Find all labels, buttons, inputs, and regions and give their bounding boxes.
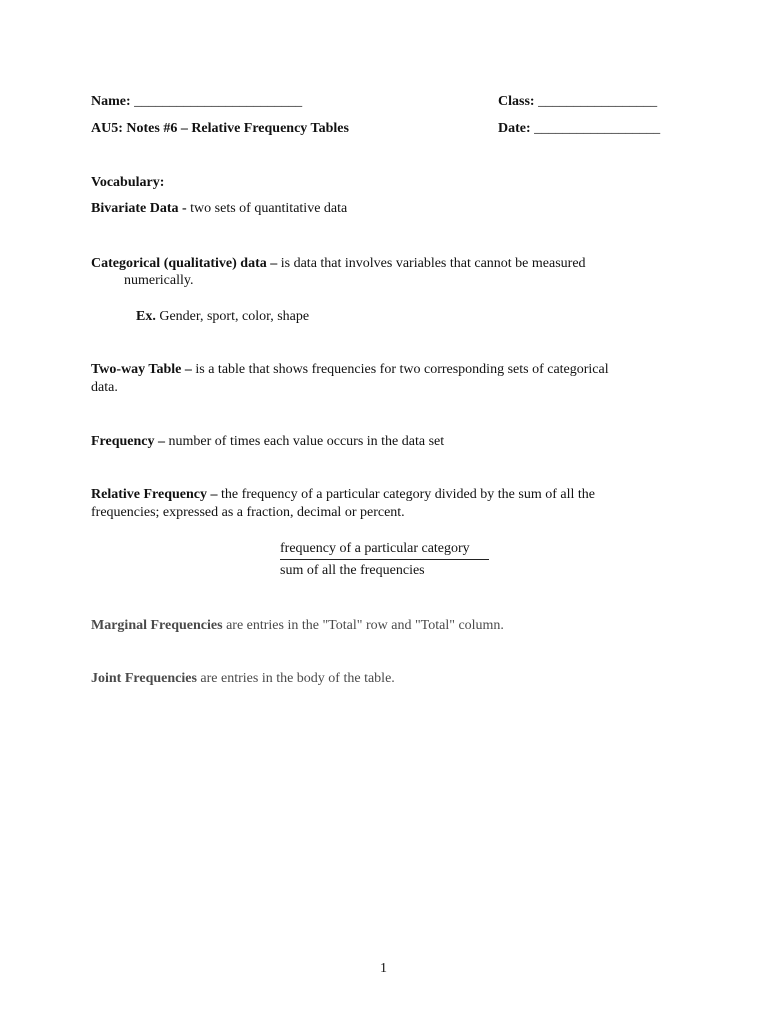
definition-text: is a table that shows frequencies for two corresponding sets of categorical [195, 362, 609, 377]
term-label: Joint Frequencies [91, 671, 197, 686]
date-blank: __________________ [534, 121, 661, 136]
term-label: Two-way Table [91, 362, 182, 377]
definition-text: frequencies; expressed as a fraction, decimal or percent. [91, 505, 405, 520]
two-way-table-definition [91, 361, 609, 379]
term-separator: – [154, 434, 169, 449]
definition-text: number of times each value occurs in the data set [168, 434, 445, 449]
term-label: Frequency [91, 434, 155, 449]
categorical-definition-continued [124, 272, 193, 290]
example-text: Gender, sport, color, shape [155, 309, 310, 324]
name-blank: ________________________ [134, 94, 303, 109]
categorical-example [136, 308, 309, 326]
term-label: Marginal Frequencies [91, 618, 223, 633]
date-label: Date: [498, 121, 531, 136]
definition-text: are entries in the "Total" row and "Total" column. [222, 618, 504, 633]
definition-text: are entries in the body of the table. [196, 671, 395, 686]
term-separator: – [266, 256, 281, 271]
term-label: Bivariate Data [91, 201, 179, 216]
page-title [91, 120, 349, 138]
title-text: AU5: Notes #6 – Relative Frequency Tables [91, 121, 349, 136]
joint-frequencies-definition [91, 670, 395, 688]
term-label: Relative Frequency [91, 487, 207, 502]
frequency-definition [91, 433, 444, 451]
definition-text: is data that involves variables that cannot be measured [280, 256, 586, 271]
definition-text: numerically. [124, 273, 194, 288]
term-separator: – [207, 487, 221, 502]
fraction-bar [280, 559, 489, 560]
term-separator: - [178, 201, 191, 216]
formula-denominator: sum of all the frequencies [280, 563, 425, 578]
bivariate-definition [91, 200, 347, 218]
marginal-frequencies-definition [91, 617, 504, 635]
categorical-definition [91, 255, 586, 273]
class-field [498, 93, 657, 111]
name-field [91, 93, 302, 111]
example-label: Ex. [136, 309, 156, 324]
formula-numerator: frequency of a particular category [280, 541, 470, 556]
class-blank: _________________ [538, 94, 658, 109]
vocabulary-heading [91, 174, 164, 192]
vocabulary-heading-text: Vocabulary: [91, 175, 165, 190]
date-field [498, 120, 660, 138]
relative-frequency-definition [91, 486, 595, 504]
page-number: 1 [380, 961, 387, 976]
relative-frequency-definition-continued [91, 504, 405, 522]
name-label: Name: [91, 94, 131, 109]
two-way-table-definition-continued [91, 379, 118, 397]
class-label: Class: [498, 94, 535, 109]
term-separator: – [181, 362, 196, 377]
definition-text: data. [91, 380, 118, 395]
term-label: Categorical (qualitative) data [91, 256, 267, 271]
definition-text: the frequency of a particular category divided by the sum of all the [221, 487, 595, 502]
definition-text: two sets of quantitative data [190, 201, 348, 216]
